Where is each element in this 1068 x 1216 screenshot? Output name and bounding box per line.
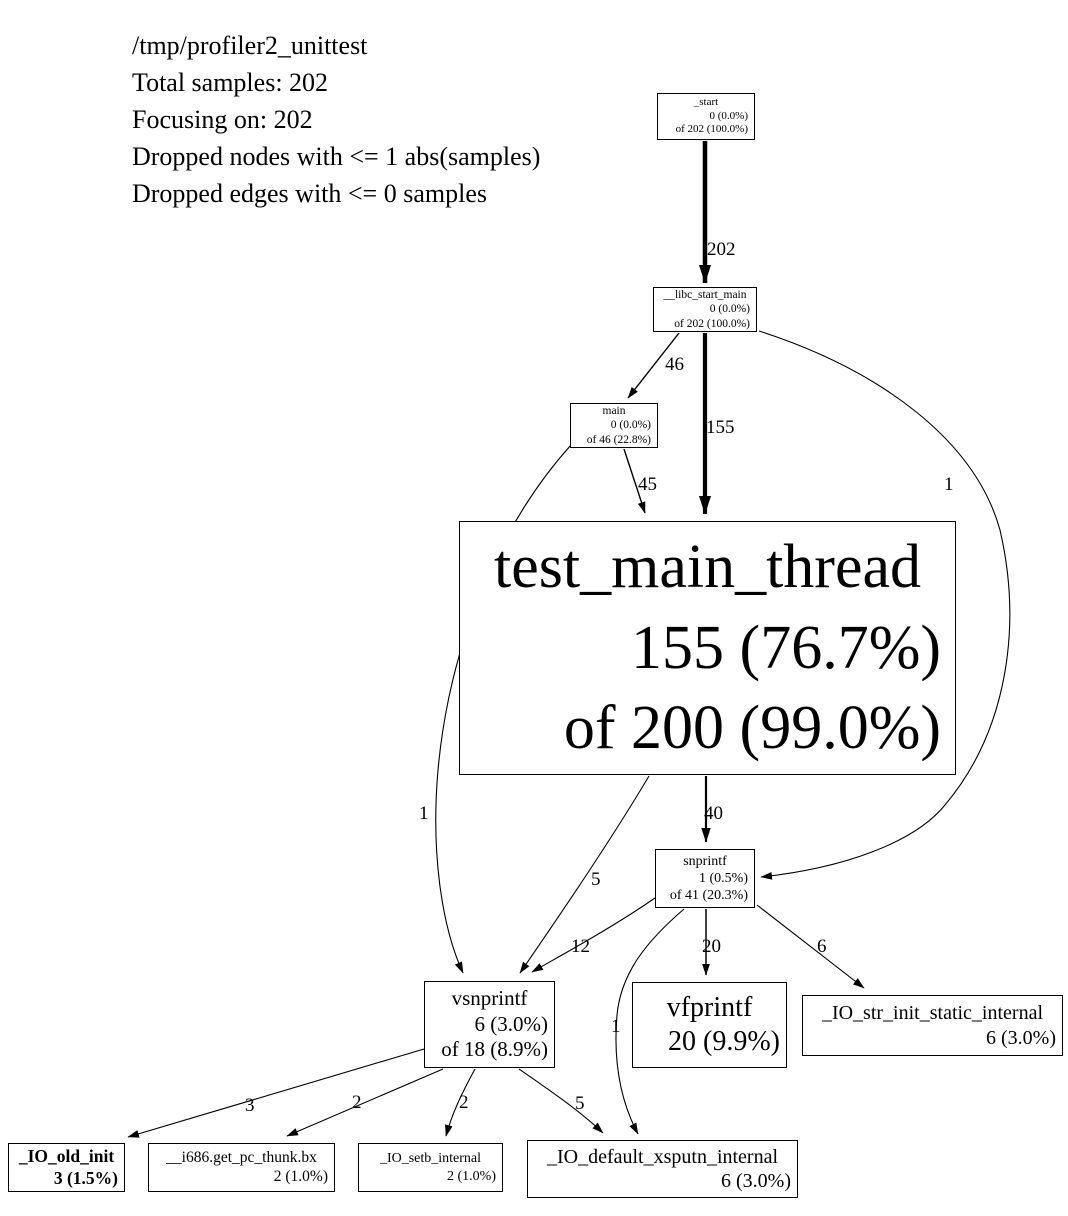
edge-label-test-to-snprintf: 40 [704,803,723,824]
edge-label-vsnprintf-to-oldinit: 3 [245,1095,255,1116]
node-test-total: of 200 (99.0%) [563,694,941,763]
node-setb-name: _IO_setb_internal [379,1151,482,1167]
node-test-main-thread [459,521,956,775]
node-vfprintf-self: 20 (9.9%) [668,1026,780,1057]
node-io-old-init [8,1143,125,1192]
node-main [570,403,658,448]
edge-label-libc-to-test: 155 [706,417,735,438]
node-i686-get-pc-thunk [148,1143,335,1192]
edge-label-main-to-vsnprintf: 1 [419,803,429,824]
edge-vsnprintf-to-oldinit [128,1049,424,1137]
edge-label-vsnprintf-to-thunk: 2 [352,1092,362,1113]
node-main-name: main [602,405,626,418]
node-thunk-self: 2 (1.0%) [273,1167,328,1185]
graph-header [132,27,540,212]
node-vfprintf-name: vfprintf [666,991,753,1023]
node-oldinit-name: _IO_old_init [18,1146,115,1167]
focusing-on: Focusing on: 202 [132,105,313,134]
node-io-default-xsputn-internal [527,1140,798,1198]
node-vsnprintf-total: of 18 (8.9%) [441,1037,548,1062]
edge-label-snprintf-to-iostr: 6 [817,936,827,957]
node-snprintf [655,849,755,908]
edge-label-main-to-test: 45 [638,474,657,495]
node-start-total: of 202 (100.0%) [675,123,748,136]
edge-vsnprintf-to-thunk [287,1069,443,1136]
edge-snprintf-to-iostr [757,905,864,988]
node-start-name: _start [693,96,719,109]
node-xsputn-name: _IO_default_xsputn_internal [546,1145,779,1168]
node-thunk-name: __i686.get_pc_thunk.bx [166,1148,317,1166]
node-snprintf-total: of 41 (20.3%) [669,888,748,904]
edge-label-test-to-vsnprintf: 5 [591,869,601,890]
node-io-str-init-static-internal [802,995,1063,1056]
node-xsputn-self: 6 (3.0%) [721,1170,791,1192]
edge-label-start-to-libc: 202 [707,239,736,260]
node-iostr-self: 6 (3.0%) [986,1026,1056,1049]
node-start [657,93,755,140]
node-test-name: test_main_thread [494,533,921,602]
node-libc-total: of 202 (100.0%) [674,317,750,330]
node-vsnprintf-self: 6 (3.0%) [474,1011,548,1036]
node-libc-start-main [653,287,757,332]
node-snprintf-self: 1 (0.5%) [699,870,748,886]
edge-label-vsnprintf-to-xsputn: 5 [575,1093,585,1114]
node-vsnprintf [424,981,555,1068]
total-samples: Total samples: 202 [132,68,329,97]
node-vsnprintf-name: vsnprintf [451,986,528,1011]
node-libc-self: 0 (0.0%) [709,303,750,316]
node-vfprintf [632,982,787,1068]
node-setb-self: 2 (1.0%) [447,1168,496,1184]
dropped-nodes-note: Dropped nodes with <= 1 abs(samples) [132,142,541,171]
node-io-setb-internal [358,1143,503,1192]
edge-label-snprintf-to-xsputn: 1 [611,1016,621,1037]
node-oldinit-self: 3 (1.5%) [53,1167,118,1188]
node-start-self: 0 (0.0%) [709,109,748,122]
node-libc-name: __libc_start_main [663,289,747,302]
edge-label-vsnprintf-to-setb: 2 [459,1092,469,1113]
edge-vsnprintf-to-xsputn [519,1069,603,1133]
node-snprintf-name: snprintf [683,853,727,869]
edge-label-libc-to-snprintf: 1 [944,474,954,495]
edge-label-libc-to-main: 46 [665,354,684,375]
edge-label-snprintf-to-vsnprintf: 12 [571,936,590,957]
node-iostr-name: _IO_str_init_static_internal [821,1002,1044,1025]
node-main-total: of 46 (22.8%) [586,433,651,446]
node-main-self: 0 (0.0%) [610,419,651,432]
edge-label-snprintf-to-vfprintf: 20 [702,936,721,957]
dropped-edges-note: Dropped edges with <= 0 samples [132,179,487,208]
binary-path: /tmp/profiler2_unittest [132,31,368,60]
node-test-self: 155 (76.7%) [631,613,941,682]
